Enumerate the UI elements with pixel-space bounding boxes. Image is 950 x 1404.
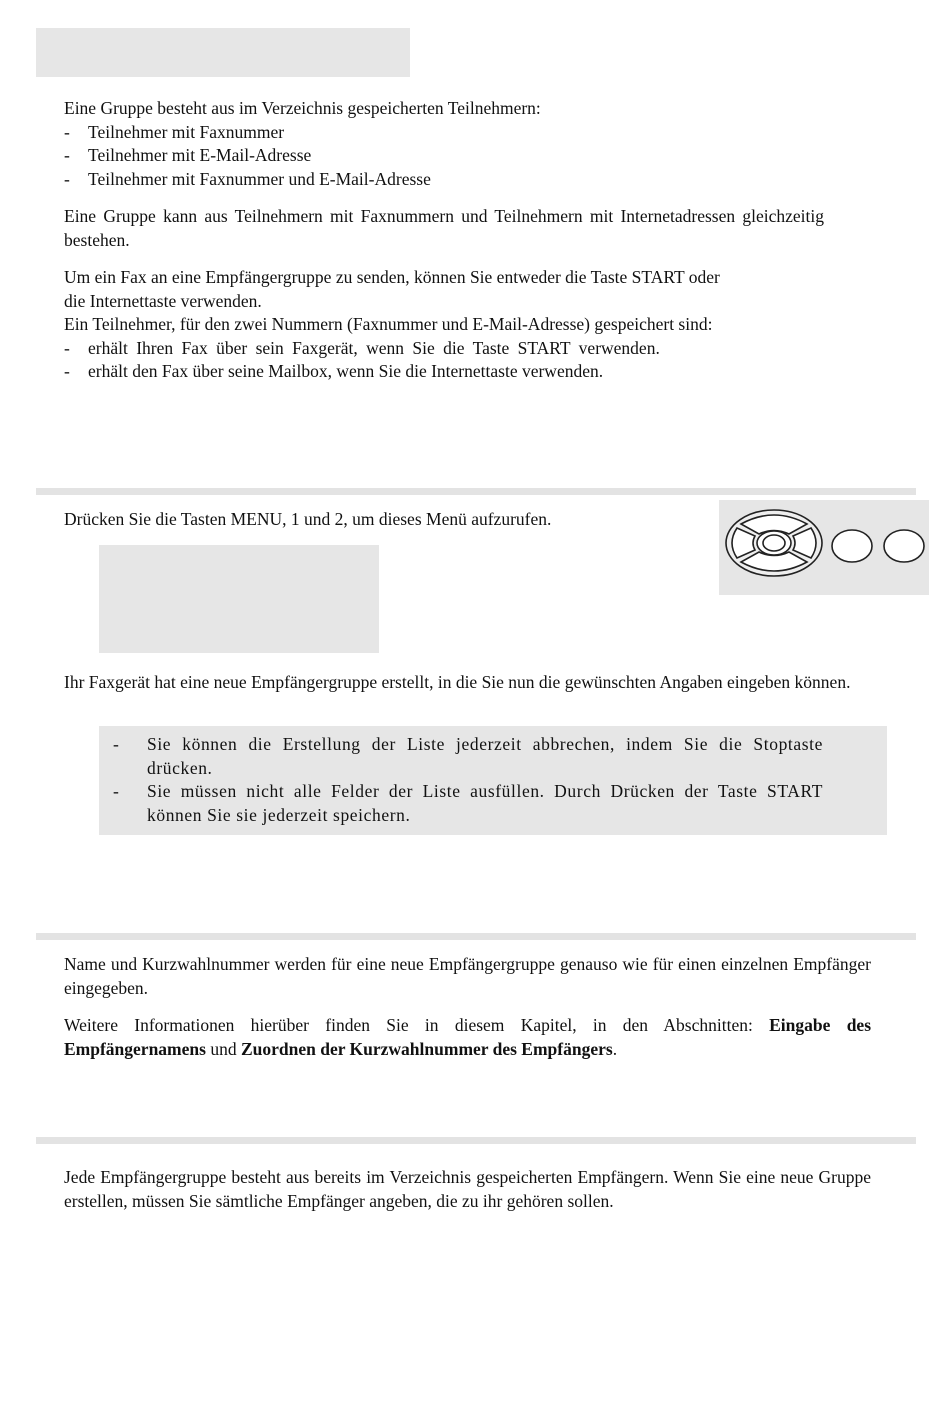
link-text-name: Eingabe des Empfängernamens bbox=[64, 1015, 871, 1059]
section-title-box bbox=[36, 28, 410, 77]
intro-paragraph-3: Um ein Fax an eine Empfängergruppe zu senden, können Sie entweder die Taste START oder die Internettaste verwenden. bbox=[64, 267, 720, 311]
send-mode-list bbox=[64, 337, 824, 384]
members-paragraph: Jede Empfängergruppe besteht aus bereits im Verzeichnis gespeicherten Empfängern. Wenn Sie eine neue Gruppe erstellen, müssen Sie sämtliche Empfänger angeben, die zu ihr gehören sollen. bbox=[64, 1167, 871, 1211]
name-paragraph-2: Weitere Informationen hierüber finden Sie in diesem Kapitel, in den Abschnitten: Eingabe des Empfängernamens und Zuordnen der Kurzwahlnummer des Empfängers. bbox=[64, 1015, 871, 1059]
create-instruction: Drücken Sie die Tasten MENU, 1 und 2, um dieses Menü aufzurufen. bbox=[64, 509, 552, 529]
list-item: - Teilnehmer mit E-Mail-Adresse bbox=[64, 145, 312, 165]
note-item: - Sie müssen nicht alle Felder der Liste ausfüllen. Durch Drücken der Taste START können Sie sie jederzeit speichern. bbox=[113, 781, 823, 825]
keypad-panel bbox=[719, 500, 929, 595]
intro-paragraph-4: Ein Teilnehmer, für den zwei Nummern (Faxnummer und E-Mail-Adresse) gespeichert sind: bbox=[64, 314, 713, 334]
section-divider bbox=[36, 488, 916, 495]
name-section bbox=[64, 953, 871, 1061]
create-result: Ihr Faxgerät hat eine neue Empfängergruppe erstellt, in die Sie nun die gewünschten Angaben eingeben können. bbox=[64, 672, 851, 692]
link-text-speeddial: Zuordnen der Kurzwahlnummer des Empfängers bbox=[240, 1038, 613, 1059]
list-item: - erhält den Fax über seine Mailbox, wenn Sie die Internettaste verwenden. bbox=[64, 361, 604, 381]
intro-lead: Eine Gruppe besteht aus im Verzeichnis gespeicherten Teilnehmern: bbox=[64, 98, 541, 118]
member-type-list bbox=[64, 121, 824, 192]
section-divider bbox=[36, 933, 916, 940]
note-item: - Sie können die Erstellung der Liste jederzeit abbrechen, indem Sie die Stoptaste drücken. bbox=[113, 734, 823, 778]
note-box bbox=[99, 726, 887, 835]
navigation-keypad-icon bbox=[719, 500, 929, 595]
display-screen bbox=[99, 545, 379, 653]
intro-block bbox=[64, 97, 824, 384]
intro-paragraph-2: Eine Gruppe kann aus Teilnehmern mit Faxnummern und Teilnehmern mit Internetadressen gleichzeitig bestehen. bbox=[64, 206, 824, 250]
list-item: - Teilnehmer mit Faxnummer bbox=[64, 121, 285, 142]
list-item: - erhält Ihren Fax über sein Faxgerät, wenn Sie die Taste START verwenden. bbox=[64, 337, 660, 358]
list-item: - Teilnehmer mit Faxnummer und E-Mail-Adresse bbox=[64, 168, 431, 189]
name-paragraph-1: Name und Kurzwahlnummer werden für eine neue Empfängergruppe genauso wie für einen einzelnen Empfänger eingegeben. bbox=[64, 954, 871, 998]
section-divider bbox=[36, 1137, 916, 1144]
